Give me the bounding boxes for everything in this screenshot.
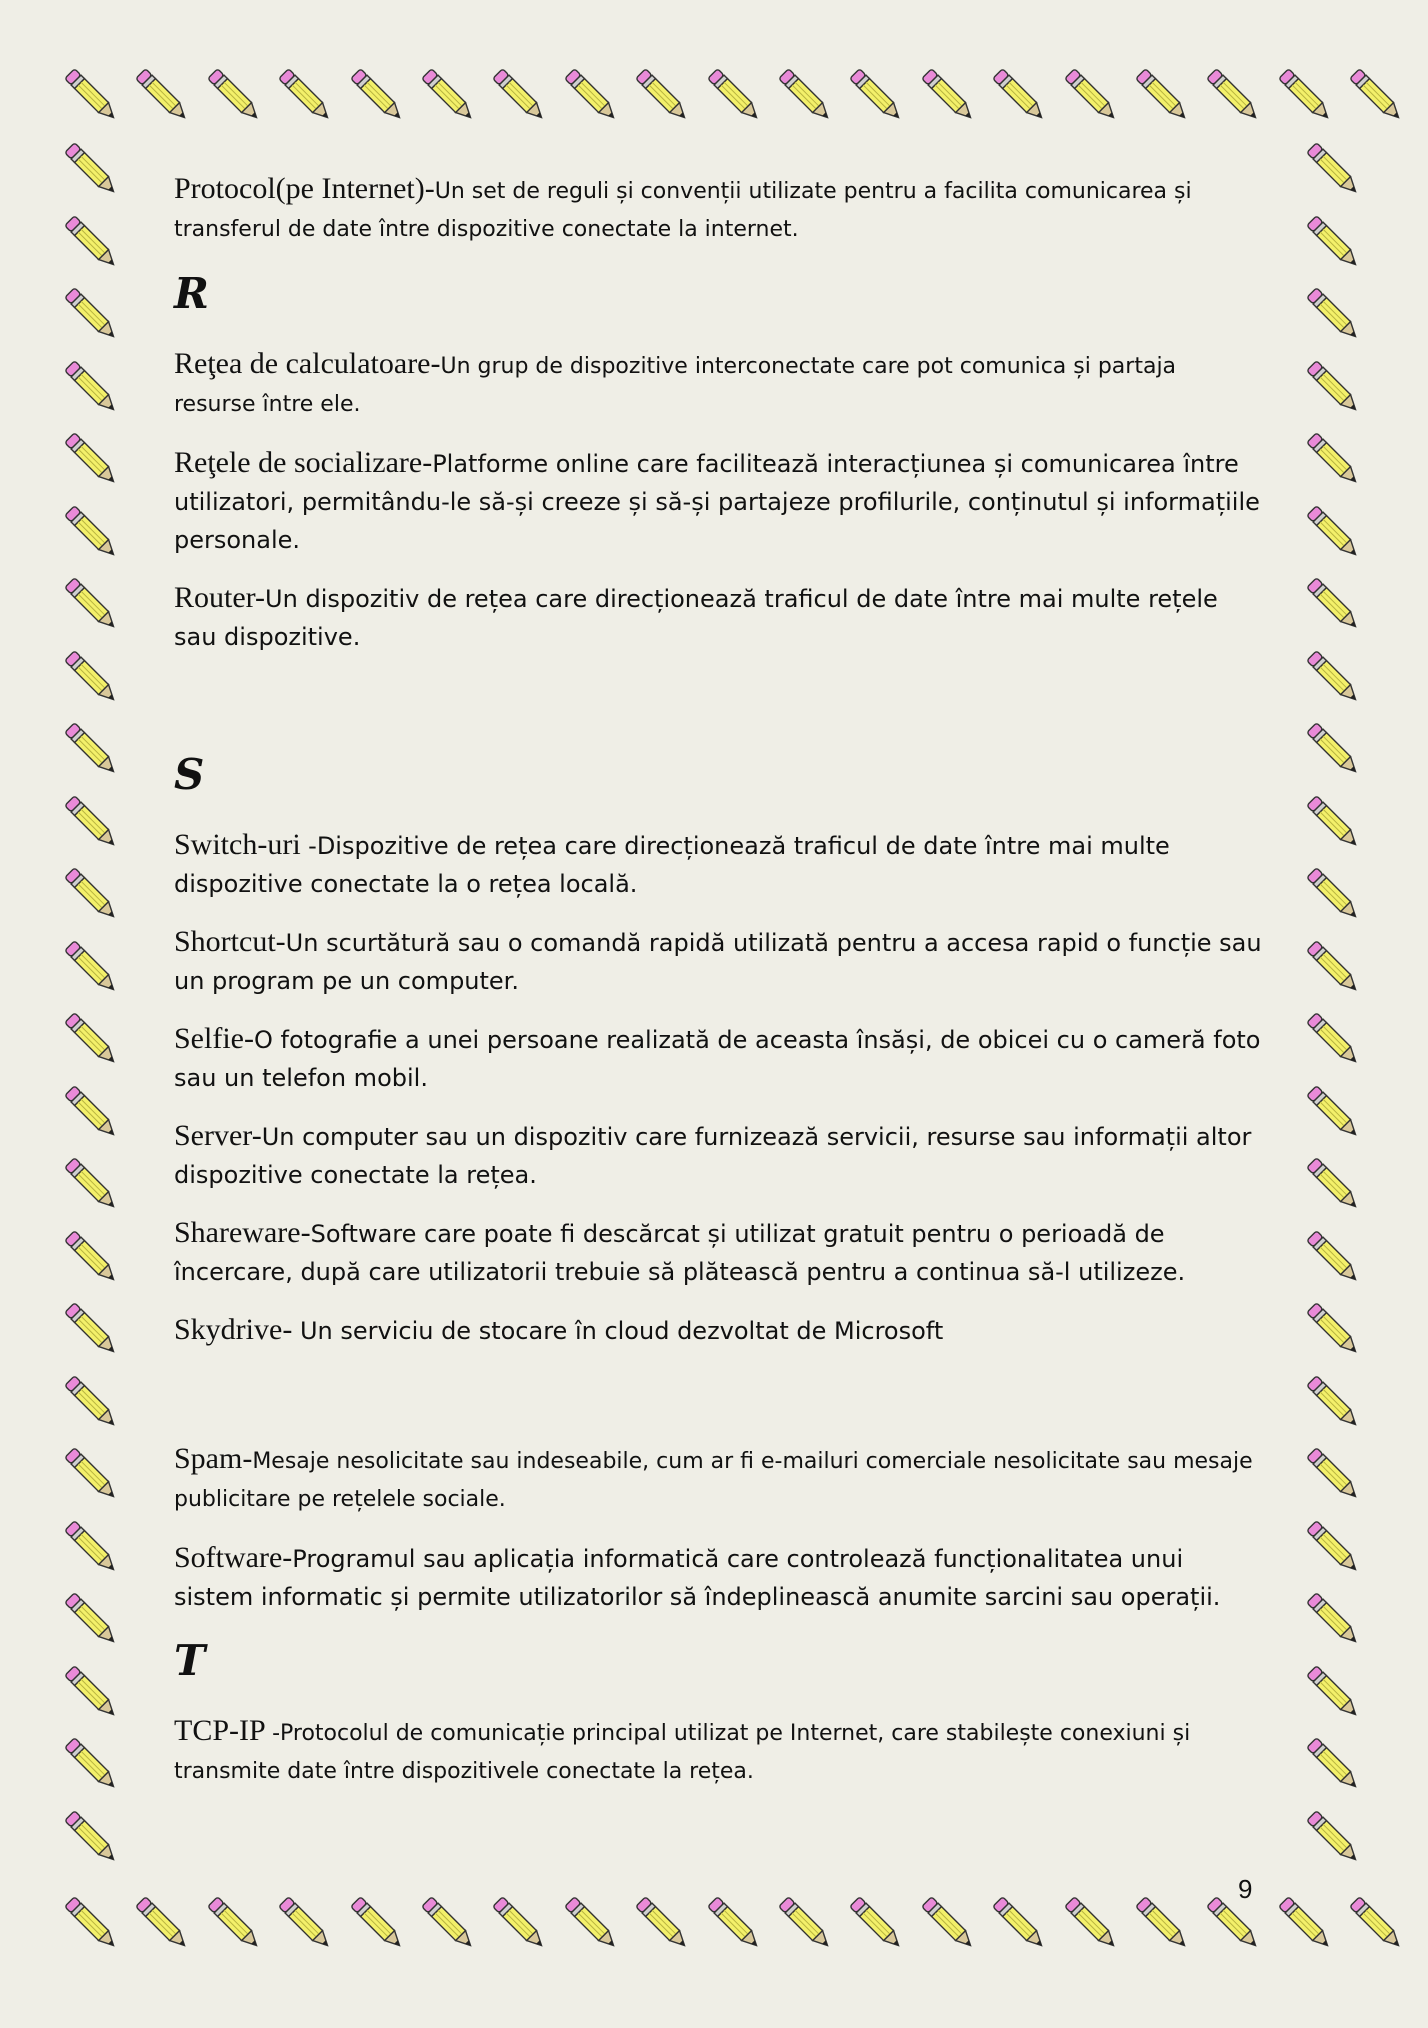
glossary-term: Spam-: [174, 1442, 253, 1475]
pencil-icon: [627, 1888, 701, 1962]
glossary-term: Switch-uri: [174, 828, 309, 861]
pencil-icon: [841, 60, 915, 134]
glossary-entry-spam: [174, 1440, 1264, 1519]
glossary-term: Selfie-: [174, 1022, 254, 1055]
pencil-icon: [413, 60, 487, 134]
pencil-icon: [1298, 642, 1372, 716]
glossary-term: Reţea de calculatoare-: [174, 347, 441, 380]
pencil-icon: [56, 1888, 130, 1962]
pencil-icon: [56, 1222, 130, 1296]
pencil-icon: [484, 60, 558, 134]
pencil-icon: [56, 642, 130, 716]
page-number: 9: [1238, 1874, 1253, 1904]
pencil-icon: [56, 1512, 130, 1586]
glossary-term: Shortcut-: [174, 925, 286, 958]
pencil-icon: [1298, 1729, 1372, 1803]
pencil-icon: [1298, 424, 1372, 498]
pencil-icon: [1298, 352, 1372, 426]
pencil-icon: [1298, 1439, 1372, 1513]
section-letter-t: T: [174, 1636, 206, 1685]
pencil-icon: [1056, 1888, 1130, 1962]
glossary-definition: Programul sau aplicația informatică care controlează funcționalitatea unui sistem informatic și permite utilizatorilor să îndeplinească anumite sarcini sau operații.: [174, 1545, 1221, 1611]
glossary-entry-protocol: [174, 170, 1264, 249]
spacer: [174, 1370, 1264, 1440]
glossary-term: Protocol(pe Internet)-: [174, 172, 435, 205]
glossary-definition: -Protocolul de comunicație principal utilizat pe Internet, care stabilește conexiuni și transmite date între dispozitivele conectate la rețea.: [174, 1721, 1191, 1784]
pencil-icon: [770, 1888, 844, 1962]
glossary-term: TCP-IP: [174, 1714, 273, 1747]
pencil-icon: [1298, 932, 1372, 1006]
pencil-icon: [56, 1802, 130, 1876]
pencil-icon: [1198, 60, 1272, 134]
pencil-icon: [1341, 1888, 1415, 1962]
pencil-icon: [56, 497, 130, 571]
glossary-definition: O fotografie a unei persoane realizată de aceasta însăși, de obicei cu o cameră foto sau un telefon mobil.: [174, 1026, 1261, 1092]
pencil-icon: [1298, 497, 1372, 571]
pencil-icon: [56, 714, 130, 788]
pencil-icon: [56, 1077, 130, 1151]
pencil-icon: [127, 60, 201, 134]
pencil-icon: [56, 1149, 130, 1223]
pencil-icon: [1127, 1888, 1201, 1962]
pencil-icon: [770, 60, 844, 134]
pencil-icon: [56, 1584, 130, 1658]
pencil-icon: [56, 60, 130, 134]
pencil-icon: [1298, 1222, 1372, 1296]
pencil-icon: [1198, 1888, 1272, 1962]
pencil-icon: [56, 932, 130, 1006]
glossary-entry-shortcut: [174, 923, 1264, 1000]
glossary-entry-tcp-ip: [174, 1712, 1264, 1791]
glossary-entry-software: [174, 1539, 1264, 1616]
pencil-icon: [556, 60, 630, 134]
glossary-definition: -Dispozitive de rețea care direcționează traficul de date între mai multe dispozitive conectate la o rețea locală.: [174, 832, 1170, 898]
pencil-icon: [199, 60, 273, 134]
section-letter-s: S: [174, 750, 205, 799]
glossary-definition: Un serviciu de stocare în cloud dezvoltat de Microsoft: [292, 1317, 944, 1345]
glossary-term: Server-: [174, 1119, 262, 1152]
pencil-icon: [1298, 1077, 1372, 1151]
section-letter-r: R: [174, 269, 209, 318]
glossary-entry-retea-calculatoare: [174, 345, 1264, 424]
pencil-icon: [484, 1888, 558, 1962]
pencil-icon: [1298, 1802, 1372, 1876]
pencil-icon: [1056, 60, 1130, 134]
glossary-definition: Platforme online care facilitează interacțiunea și comunicarea între utilizatori, permitându-le să-și creeze și să-și partajeze profilurile, conținutul și informațiile personale.: [174, 450, 1260, 554]
pencil-icon: [1298, 859, 1372, 933]
pencil-icon: [56, 1367, 130, 1441]
pencil-icon: [56, 1294, 130, 1368]
pencil-icon: [56, 1004, 130, 1078]
pencil-icon: [342, 1888, 416, 1962]
pencil-icon: [342, 60, 416, 134]
glossary-term: Skydrive-: [174, 1313, 293, 1346]
glossary-entry-switch: [174, 826, 1264, 903]
pencil-icon: [1298, 1294, 1372, 1368]
glossary-content: [174, 170, 1264, 1811]
glossary-term: Software-: [174, 1541, 293, 1574]
pencil-icon: [913, 1888, 987, 1962]
pencil-icon: [56, 134, 130, 208]
pencil-icon: [841, 1888, 915, 1962]
pencil-icon: [1298, 714, 1372, 788]
pencil-icon: [984, 1888, 1058, 1962]
pencil-icon: [56, 1439, 130, 1513]
pencil-icon: [1298, 569, 1372, 643]
pencil-icon: [1298, 1004, 1372, 1078]
glossary-definition: Un grup de dispozitive interconectate care pot comunica și partaja resurse între ele.: [174, 354, 1177, 417]
pencil-icon: [627, 60, 701, 134]
pencil-icon: [699, 1888, 773, 1962]
pencil-icon: [56, 279, 130, 353]
pencil-icon: [1298, 787, 1372, 861]
glossary-term: Router-: [174, 581, 266, 614]
pencil-icon: [1298, 1367, 1372, 1441]
glossary-definition: Un set de reguli și convenții utilizate pentru a facilita comunicarea și transferul de date între dispozitive conectate la internet.: [174, 179, 1192, 242]
pencil-icon: [1298, 207, 1372, 281]
pencil-icon: [1127, 60, 1201, 134]
pencil-icon: [56, 424, 130, 498]
pencil-icon: [913, 60, 987, 134]
pencil-icon: [270, 1888, 344, 1962]
pencil-icon: [1270, 1888, 1344, 1962]
pencil-icon: [413, 1888, 487, 1962]
glossary-entry-selfie: [174, 1020, 1264, 1097]
pencil-icon: [56, 207, 130, 281]
pencil-icon: [699, 60, 773, 134]
glossary-definition: Un scurtătură sau o comandă rapidă utilizată pentru a accesa rapid o funcție sau un program pe un computer.: [174, 929, 1262, 995]
spacer: [174, 676, 1264, 736]
pencil-icon: [984, 60, 1058, 134]
glossary-definition: Un dispozitiv de rețea care direcționează traficul de date între mai multe rețele sau dispozitive.: [174, 585, 1218, 651]
glossary-definition: Mesaje nesolicitate sau indeseabile, cum ar fi e-mailuri comerciale nesolicitate sau mesaje publicitare pe rețelele sociale.: [174, 1449, 1253, 1512]
pencil-icon: [1298, 1512, 1372, 1586]
glossary-entry-shareware: [174, 1214, 1264, 1291]
pencil-icon: [127, 1888, 201, 1962]
pencil-icon: [1270, 60, 1344, 134]
pencil-icon: [56, 1657, 130, 1731]
pencil-icon: [1341, 60, 1415, 134]
glossary-definition: Un computer sau un dispozitiv care furnizează servicii, resurse sau informații altor dispozitive conectate la rețea.: [174, 1123, 1252, 1189]
pencil-icon: [56, 352, 130, 426]
pencil-icon: [56, 859, 130, 933]
pencil-icon: [56, 1729, 130, 1803]
pencil-icon: [56, 787, 130, 861]
glossary-term: Reţele de socializare-: [174, 446, 433, 479]
pencil-icon: [1298, 279, 1372, 353]
glossary-term: Shareware-: [174, 1216, 311, 1249]
glossary-definition: Software care poate fi descărcat și utilizat gratuit pentru o perioadă de încercare, după care utilizatorii trebuie să plătească pentru a continua să-l utilizeze.: [174, 1220, 1186, 1286]
glossary-entry-server: [174, 1117, 1264, 1194]
pencil-icon: [1298, 134, 1372, 208]
pencil-icon: [199, 1888, 273, 1962]
pencil-icon: [1298, 1149, 1372, 1223]
pencil-icon: [56, 569, 130, 643]
glossary-entry-skydrive: [174, 1311, 1264, 1350]
glossary-entry-retele-socializare: [174, 444, 1264, 559]
pencil-icon: [270, 60, 344, 134]
pencil-icon: [556, 1888, 630, 1962]
glossary-entry-router: [174, 579, 1264, 656]
pencil-icon: [1298, 1584, 1372, 1658]
pencil-icon: [1298, 1657, 1372, 1731]
